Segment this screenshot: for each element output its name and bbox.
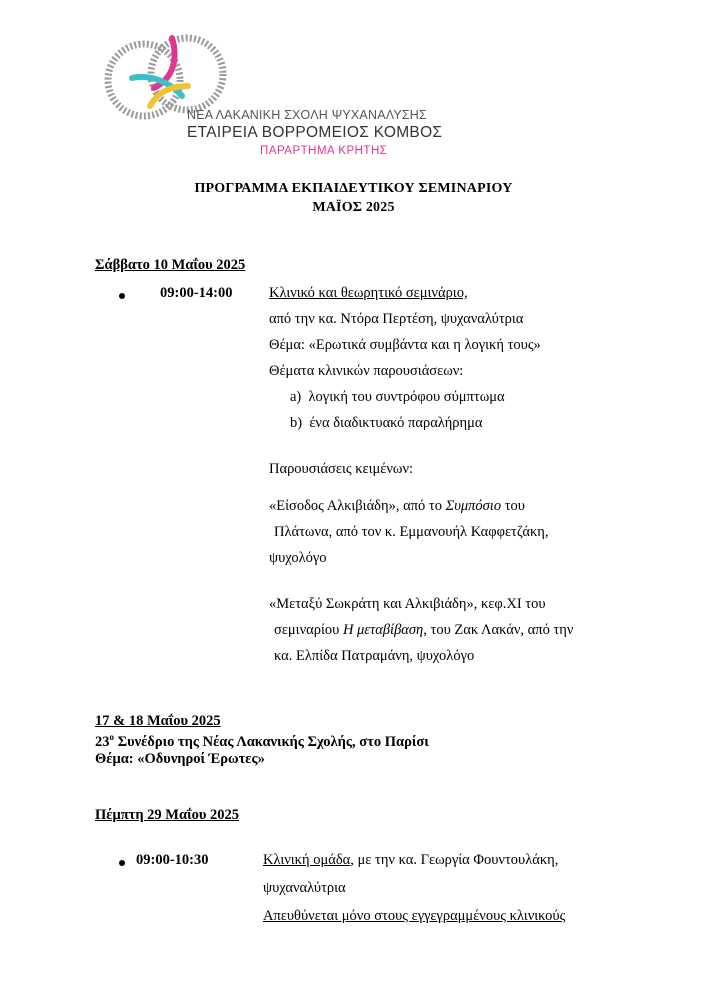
day1-event: Κλινικό και θεωρητικό σεμινάριο, bbox=[269, 285, 468, 301]
day3-note: Απευθύνεται μόνο στους εγγεγραμμένους κλινικούς bbox=[263, 908, 566, 924]
list-item: b) ένα διαδικτυακό παραλήρημα bbox=[290, 415, 483, 431]
day1-theme: Θέμα: «Ερωτικά συμβάντα και η λογική τους» bbox=[269, 337, 541, 353]
day1-date: Σάββατο 10 Μαΐου 2025 bbox=[95, 257, 246, 273]
day3-time: 09:00-10:30 bbox=[136, 852, 209, 868]
logo-school-name: ΝΕΑ ΛΑΚΑΝΙΚΗ ΣΧΟΛΗ ΨΥΧΑΝΑΛΥΣΗΣ bbox=[187, 108, 427, 122]
day1-clinical-heading: Θέματα κλινικών παρουσιάσεων: bbox=[269, 363, 464, 379]
day1-texts-heading: Παρουσιάσεις κειμένων: bbox=[269, 461, 414, 477]
logo-society-name: ΕΤΑΙΡΕΙΑ ΒΟΡΡΟΜΕΙΟΣ ΚΟΜΒΟΣ bbox=[187, 124, 443, 141]
text1-line3: ψυχολόγο bbox=[269, 550, 327, 566]
day3-event-line: Κλινική ομάδα, με την κα. Γεωργία Φουντουλάκη, bbox=[263, 852, 559, 868]
day1-presenter: από την κα. Ντόρα Περτέση, ψυχαναλύτρια bbox=[269, 311, 524, 327]
day1-time: 09:00-14:00 bbox=[160, 285, 233, 301]
page-subtitle: ΜΑΪΟΣ 2025 bbox=[312, 200, 395, 215]
day3-presenter-title: ψυχαναλύτρια bbox=[263, 880, 346, 896]
text2-line2: σεμιναρίου Η μεταβίβαση, του Ζακ Λακάν, από την bbox=[274, 622, 574, 638]
logo bbox=[92, 30, 452, 170]
day1-bullet bbox=[119, 293, 125, 299]
day2-congress: $23^o$ Συνέδριο της Νέας Λακανικής Σχολής, στο Παρίσι bbox=[95, 732, 429, 750]
logo-branch-name: ΠΑΡΑΡΤΗΜΑ ΚΡΗΤΗΣ bbox=[260, 145, 388, 157]
text1-line1: «Είσοδος Αλκιβιάδη», από το Συμπόσιο του bbox=[269, 498, 525, 514]
day3-date: Πέμπτη 29 Μαΐου 2025 bbox=[95, 807, 239, 823]
text2-line3: κα. Ελπίδα Πατραμάνη, ψυχολόγο bbox=[274, 648, 475, 664]
page-title: ΠΡΟΓΡΑΜΜΑ ΕΚΠΑΙΔΕΥΤΙΚΟΥ ΣΕΜΙΝΑΡΙΟΥ bbox=[194, 181, 513, 196]
text2-line1: «Μεταξύ Σωκράτη και Αλκιβιάδη», κεφ.XI του bbox=[269, 596, 546, 612]
day2-theme: Θέμα: «Οδυνηροί Έρωτες» bbox=[95, 751, 265, 767]
list-item: a) λογική του συντρόφου σύμπτωμα bbox=[290, 389, 505, 405]
day3-bullet bbox=[119, 860, 125, 866]
day2-date: 17 & 18 Μαΐου 2025 bbox=[95, 713, 221, 729]
text1-line2: Πλάτωνα, από τον κ. Εμμανουήλ Καφφετζάκη, bbox=[274, 524, 549, 540]
